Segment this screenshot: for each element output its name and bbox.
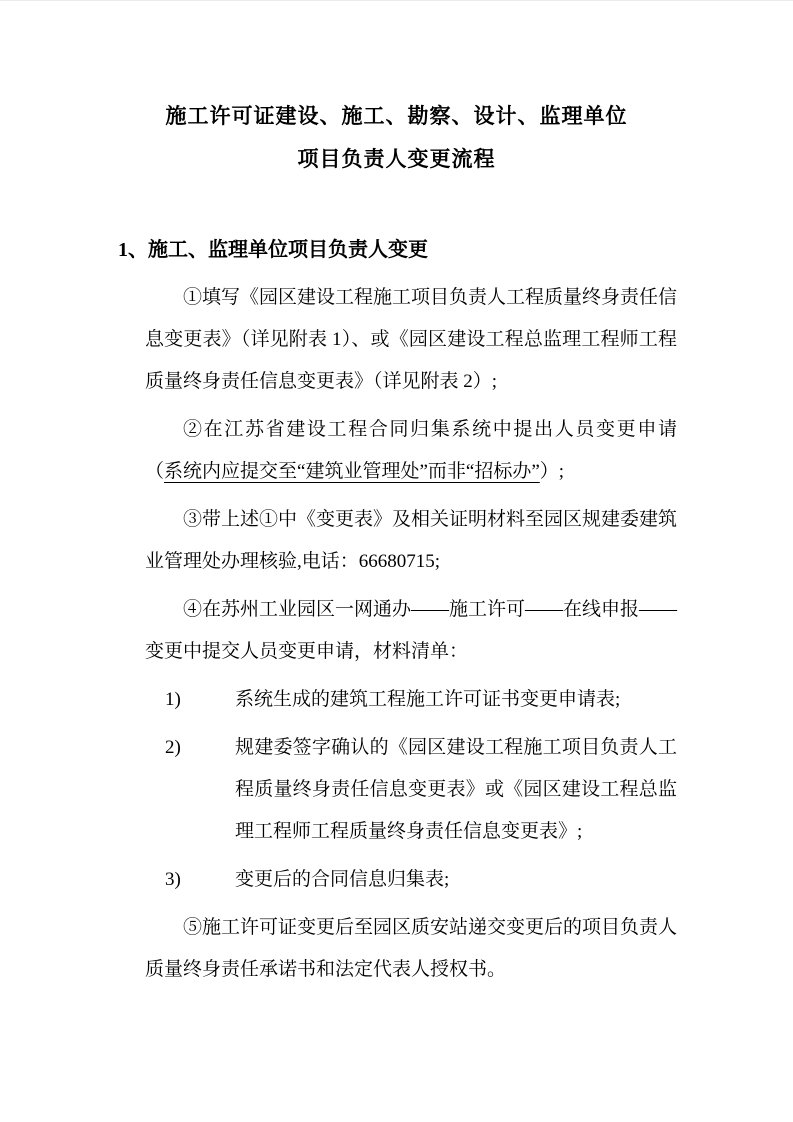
list-item-1-marker: 1) (165, 689, 181, 710)
paragraph-4: ④在苏州工业园区一网通办——施工许可——在线申报——变更中提交人员变更申请，材料清单： (145, 599, 678, 662)
document-title (0, 1, 793, 181)
paragraph-3: ③带上述①中《变更表》及相关证明材料至园区规建委建筑业管理处办理核验,电话：66680715; (145, 509, 678, 572)
document-body (118, 229, 678, 991)
title-line-1: 施工许可证建设、施工、勘察、设计、监理单位 (165, 104, 628, 128)
section-heading: 1、施工、监理单位项目负责人变更 (118, 239, 428, 261)
list-item-2-marker: 2) (165, 737, 181, 758)
paragraph-2-underlined-note: 系统内应提交至“建筑业管理处”而非“招标办” (164, 461, 540, 482)
title-line-2: 项目负责人变更流程 (297, 147, 496, 171)
paragraph-2 (145, 409, 677, 493)
paragraph-2-suffix: ）; (539, 461, 565, 482)
material-list (145, 679, 677, 901)
list-item-3 (145, 859, 677, 901)
list-item-3-marker: 3) (165, 869, 181, 890)
paragraph-2-prefix: ②在江苏省建设工程合同归集系统中提出人员变更申请（ (145, 419, 677, 482)
list-item-2 (145, 727, 677, 853)
list-item-1 (145, 679, 677, 721)
paragraph-5: ⑤施工许可证变更后至园区质安站递交变更后的项目负责人质量终身责任承诺书和法定代表人授权书。 (145, 917, 678, 980)
list-item-1-text: 系统生成的建筑工程施工许可证书变更申请表; (235, 689, 621, 710)
paragraph-1: ①填写《园区建设工程施工项目负责人工程质量终身责任信息变更表》（详见附表 1）、或《园区建设工程总监理工程师工程质量终身责任信息变更表》（详见附表 2）; (145, 287, 678, 392)
list-item-3-text: 变更后的合同信息归集表; (235, 869, 450, 890)
list-item-2-text: 规建委签字确认的《园区建设工程施工项目负责人工程质量终身责任信息变更表》或《园区建设工程总监理工程师工程质量终身责任信息变更表》; (235, 737, 677, 842)
